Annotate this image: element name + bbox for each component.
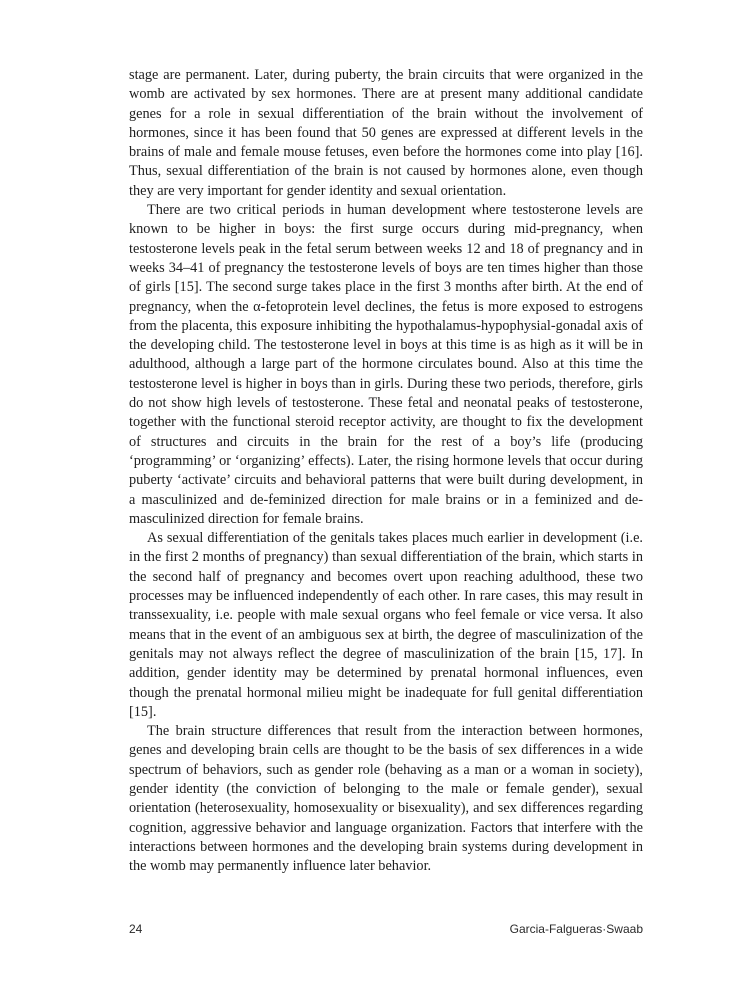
running-head: Garcia-Falgueras·Swaab bbox=[509, 922, 643, 936]
paragraph-continuation: stage are permanent. Later, during puberty, the brain circuits that were organized in the womb are activated by sex hormones. There are at present many additional candidate genes for a role in sexual differentiation of the brain without the involvement of hormones, since it has been found that 50 genes are expressed at different levels in the brains of male and female mouse fetuses, even before the hormones come into play [16]. Thus, sexual differentiation of the brain is not caused by hormones alone, even though they are very important for gender identity and sexual orientation. bbox=[129, 67, 643, 199]
paragraph-testosterone-periods: There are two critical periods in human development where testosterone levels are known to be higher in boys: the first surge occurs during mid-pregnancy, when testosterone levels peak in the fetal serum between weeks 12 and 18 of pregnancy and in weeks 34–41 of pregnancy the testosterone levels of boys are ten times higher than those of girls [15]. The second surge takes place in the first 3 months after birth. At the end of pregnancy, when the α-fetoprotein level declines, the fetus is more exposed to estrogens from the placenta, this exposure inhibiting the hypothalamus-hypophysial-gonadal axis of the developing child. The testosterone level in boys at this time is as high as it will be in adulthood, although a large part of the hormone circulates bound. Also at this time the testosterone level is higher in boys than in girls. During these two periods, therefore, girls do not show high levels of testosterone. These fetal and neonatal peaks of testosterone, together with the functional steroid receptor activity, are thought to fix the development of structures and circuits in the brain for the rest of a boy’s life (producing ‘programming’ or ‘organizing’ effects). Later, the rising hormone levels that occur during puberty ‘activate’ circuits and behavioral patterns that were built during development, in a masculinized and de-feminized direction for male brains or in a feminized and de-masculinized direction for female brains. bbox=[129, 202, 643, 527]
paragraph-genital-differentiation: As sexual differentiation of the genitals takes places much earlier in development (i.e. in the first 2 months of pregnancy) than sexual differentiation of the brain, which starts in the second half of pregnancy and becomes overt upon reaching adulthood, these two processes may be influenced independently of each other. In rare cases, this may result in transsexuality, i.e. people with male sexual organs who feel female or vice versa. It also means that in the event of an ambiguous sex at birth, the degree of masculinization of the genitals may not always reflect the degree of masculinization of the brain [15, 17]. In addition, gender identity may be determined by prenatal hormonal influences, even though the prenatal hormonal milieu might be inadequate for full genital differentiation [15]. bbox=[129, 530, 643, 720]
paragraph-brain-structure: The brain structure differences that result from the interaction between hormones, genes and developing brain cells are thought to be the basis of sex differences in a wide spectrum of behaviors, such as gender role (behaving as a man or a woman in society), gender identity (the conviction of belonging to the male or female gender), sexual orientation (heterosexuality, homosexuality or bisexuality), and sex differences regarding cognition, aggressive behavior and language organization. Factors that interfere with the interactions between hormones and the developing brain systems during development in the womb may permanently influence later behavior. bbox=[129, 723, 643, 875]
page-body bbox=[129, 66, 643, 876]
page-number: 24 bbox=[129, 922, 143, 936]
